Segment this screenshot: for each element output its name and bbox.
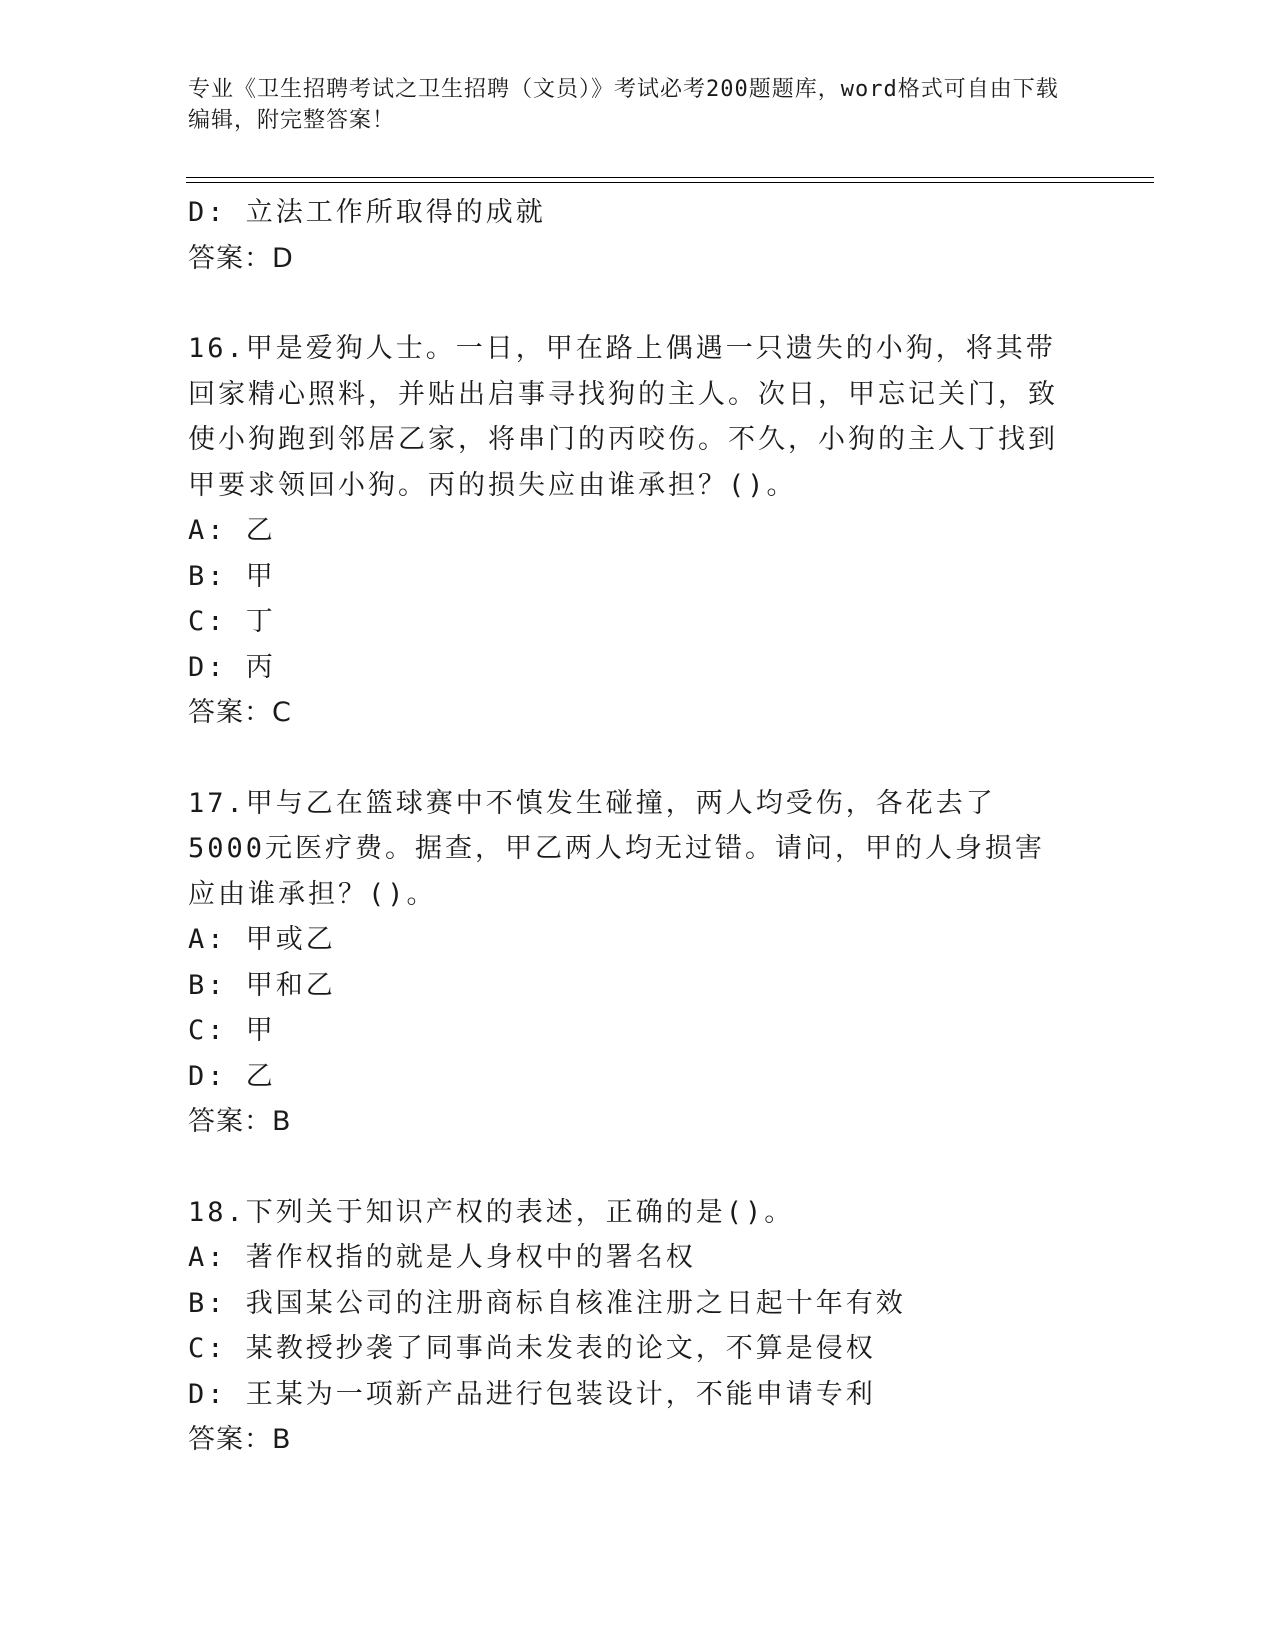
document-header: 专业《卫生招聘考试之卫生招聘（文员）》考试必考200题题库，word格式可自由下载编辑，附完整答案！ xyxy=(188,77,1059,133)
question-16 xyxy=(188,326,1068,736)
option-a: A: 甲或乙 xyxy=(188,924,336,955)
document-content xyxy=(188,190,1068,1463)
header-rule-bottom xyxy=(186,182,1154,183)
option-d: D: 王某为一项新产品进行包装设计，不能申请专利 xyxy=(188,1378,876,1410)
option-d: D: 立法工作所取得的成就 xyxy=(188,197,546,228)
option-a: A: 著作权指的就是人身权中的署名权 xyxy=(188,1242,696,1273)
option-c: C: 甲 xyxy=(188,1015,276,1046)
option-b: B: 我国某公司的注册商标自核准注册之日起十年有效 xyxy=(188,1287,906,1319)
question-18 xyxy=(188,1190,1068,1463)
question-stem: 17.甲与乙在篮球赛中不慎发生碰撞，两人均受伤，各花去了5000元医疗费。据查，甲乙两人均无过错。请问，甲的人身损害应由谁承担？()。 xyxy=(188,787,1046,910)
question-17 xyxy=(188,781,1068,1145)
option-c: C: 某教授抄袭了同事尚未发表的论文，不算是侵权 xyxy=(188,1333,876,1364)
question-15-tail xyxy=(188,190,1068,281)
option-b: B: 甲 xyxy=(188,560,276,592)
spacer xyxy=(188,736,1068,781)
option-d: D: 乙 xyxy=(188,1060,276,1092)
option-a: A: 乙 xyxy=(188,515,276,546)
spacer xyxy=(188,281,1068,326)
option-b: B: 甲和乙 xyxy=(188,969,336,1001)
header-rule-top xyxy=(186,177,1154,178)
answer: 答案：C xyxy=(188,697,292,728)
option-c: C: 丁 xyxy=(188,606,276,637)
option-d: D: 丙 xyxy=(188,651,276,683)
answer: 答案：B xyxy=(188,1424,292,1455)
question-stem: 16.甲是爱狗人士。一日，甲在路上偶遇一只遗失的小狗，将其带回家精心照料，并贴出启事寻找狗的主人。次日，甲忘记关门，致使小狗跑到邻居乙家，将串门的丙咬伤。不久，小狗的主人丁找到甲要求领回小狗。丙的损失应由谁承担？()。 xyxy=(188,333,1058,501)
spacer xyxy=(188,1145,1068,1190)
answer: 答案：B xyxy=(188,1106,292,1137)
answer: 答案：D xyxy=(188,242,294,274)
question-stem: 18.下列关于知识产权的表述，正确的是()。 xyxy=(188,1196,795,1228)
